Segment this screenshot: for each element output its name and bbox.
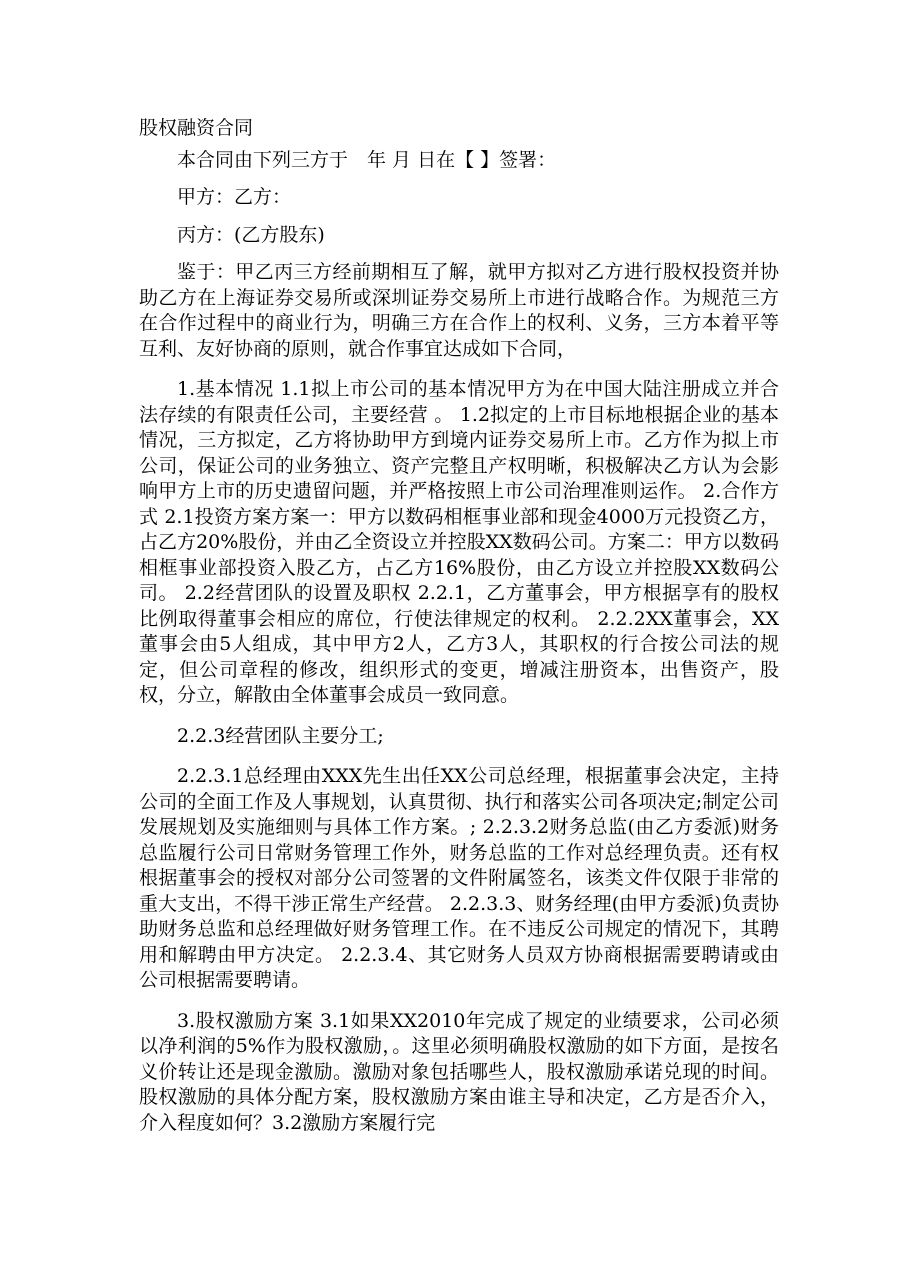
section-2-2-3-heading: 2.2.3经营团队主要分工; [177,724,384,747]
preamble-paragraph: 鉴于：甲乙丙三方经前期相互了解，就甲方拟对乙方进行股权投资并协助乙方在上海证券交易所或深圳证券交易所上市进行战略合作。为规范三方在合作过程中的商业行为，明确三方在合作上的权利、义务，三方本着平等互利、友好协商的原则，就合作事宜达成如下合同， [139,261,779,360]
signing-statement: 本合同由下列三方于 年 月 日在【 】签署： [177,148,557,171]
section-3-paragraph: 3.股权激励方案 3.1如果XX2010年完成了规定的业绩要求，公司必须以净利润的5%作为股权激励，。这里必须明确股权激励的如下方面，是按名义价转让还是现金激励。激励对象包括哪些人，股权激励承诺兑现的时间。股权激励的具体分配方案，股权激励方案由谁主导和决定，乙方是否介入，介入程度如何？3.2激励方案履行完 [139,1009,779,1134]
section-1-2-paragraph: 1.基本情况 1.1拟上市公司的基本情况甲方为在中国大陆注册成立并合法存续的有限责任公司，主要经营 。 1.2拟定的上市目标地根据企业的基本情况，三方拟定，乙方将协助甲方到境内证券交易所上市。乙方作为拟上市公司，保证公司的业务独立、资产完整且产权明晰，积极解决乙方认为会影响甲方上市的历史遗留问题，并严格按照上市公司治理准则运作。 2.合作方式 2.1投资方案方案一：甲方以数码相框事业部和现金4000万元投资乙方，占乙方20%股份，并由乙全资设立并控股XX数码公司。方案二：甲方以数码相框事业部投资入股乙方，占乙方16%股份，由乙方设立并控股XX数码公司。 2.2经营团队的设置及职权 2.2.1，乙方董事会，甲方根据享有的股权比例取得董事会相应的席位，行使法律规定的权利。 2.2.2XX董事会，XX董事会由5人组成，其中甲方2人，乙方3人，其职权的行合按公司法的规定，但公司章程的修改，组织形式的变更，增减注册资本，出售资产，股权，分立，解散由全体董事会成员一致同意。 [139,378,779,706]
party-a-b-line: 甲方：乙方： [177,186,292,208]
contract-document [139,116,779,1151]
section-2-2-3-paragraph: 2.2.3.1总经理由XXX先生出任XX公司总经理，根据董事会决定，主持公司的全面工作及人事规划，认真贯彻、执行和落实公司各项决定;制定公司发展规划及实施细则与具体工作方案。; 2.2.3.2财务总监(由乙方委派)财务总监履行公司日常财务管理工作外，财务总监的工作对总经理负责。还有权根据董事会的授权对部分公司签署的文件附属签名，该类文件仅限于非常的重大支出，不得干涉正常生产经营。 2.2.3.3、财务经理(由甲方委派)负责协助财务总监和总经理做好财务管理工作。在不违反公司规定的情况下，其聘用和解聘由甲方决定。 2.2.3.4、其它财务人员双方协商根据需要聘请或由公司根据需要聘请。 [139,765,779,991]
party-c-line: 丙方：(乙方股东) [177,223,325,246]
document-title: 股权融资合同 [139,117,254,139]
